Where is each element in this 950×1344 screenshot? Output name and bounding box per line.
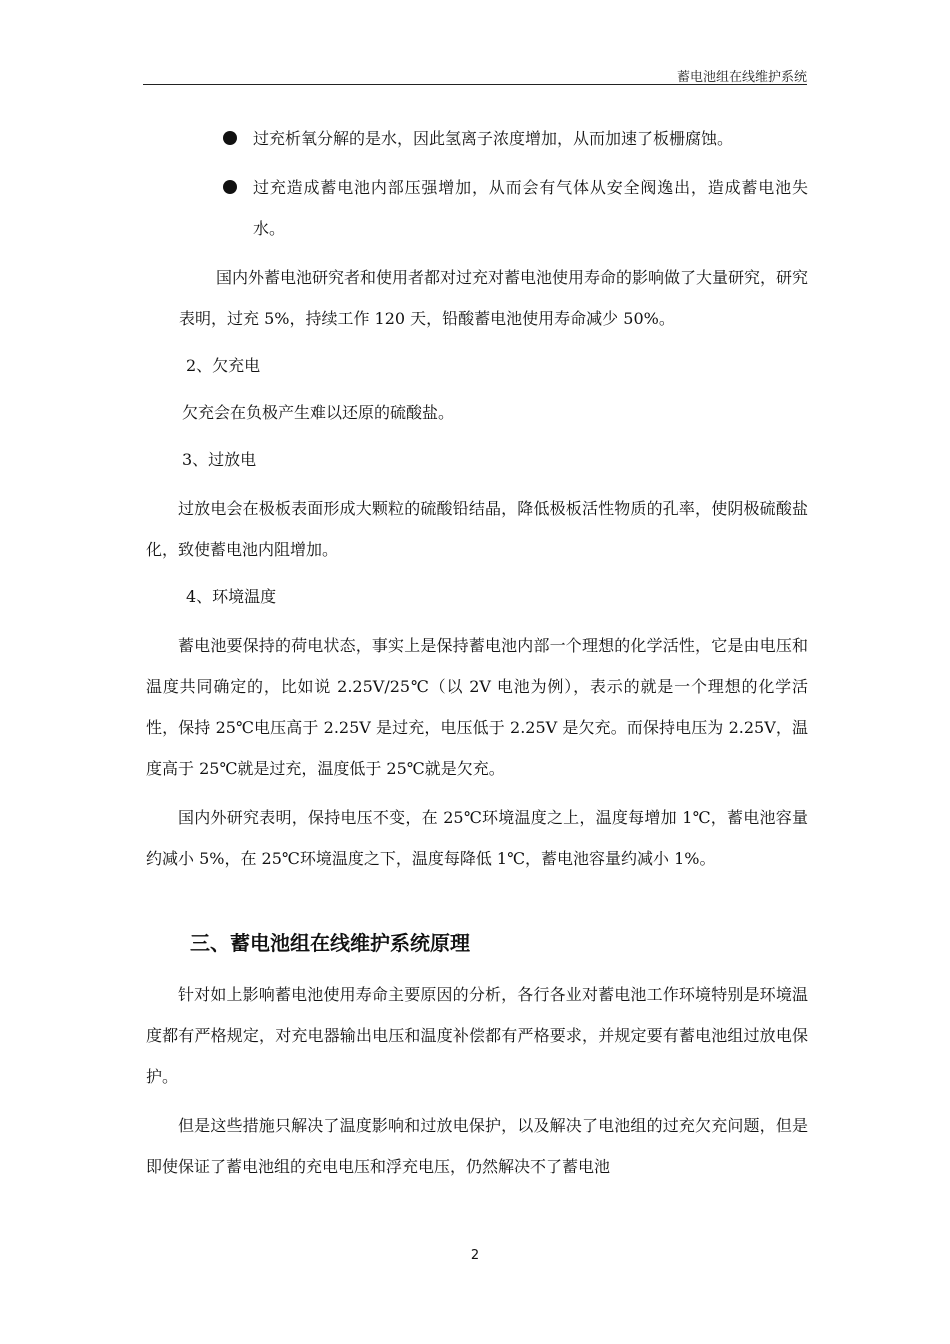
paragraph-research: 国内外蓄电池研究者和使用者都对过充对蓄电池使用寿命的影响做了大量研究，研究表明，过充 5%，持续工作 120 天，铅酸蓄电池使用寿命减少 50%。: [179, 268, 809, 328]
paragraph-overdischarge: 过放电会在极板表面形成大颗粒的硫酸铅结晶，降低极板活性物质的孔率，使阴极硫酸盐化，致使蓄电池内阻增加。: [146, 499, 808, 559]
bullet-text: 过充析氧分解的是水，因此氢离子浓度增加，从而加速了板栅腐蚀。: [253, 129, 734, 148]
paragraph-section3-a: 针对如上影响蓄电池使用寿命主要原因的分析，各行各业对蓄电池工作环境特别是环境温度都有严格规定，对充电器输出电压和温度补偿都有严格要求，并规定要有蓄电池组过放电保护。: [146, 985, 808, 1086]
paragraph-section3-b: 但是这些措施只解决了温度影响和过放电保护，以及解决了电池组的过充欠充问题，但是即使保证了蓄电池组的充电电压和浮充电压，仍然解决不了蓄电池: [146, 1116, 808, 1176]
section-heading: 三、蓄电池组在线维护系统原理: [190, 931, 470, 955]
document-body: [146, 118, 808, 1187]
header-rule: [143, 84, 807, 85]
bullet-text-content: 过充造成蓄电池内部压强增加，从而会有气体从安全阀逸出，造成蓄电池失水。: [253, 178, 808, 238]
page-number: 2: [470, 1248, 480, 1263]
subheading-temperature: 4、环境温度: [186, 587, 277, 606]
subheading-overdischarge: 3、过放电: [182, 450, 257, 469]
running-header: 蓄电池组在线维护系统: [676, 70, 807, 85]
bullet-item: [146, 118, 808, 159]
bullet-item: [146, 167, 808, 249]
bullet-icon: [223, 131, 237, 145]
paragraph-undercharge: 欠充会在负极产生难以还原的硫酸盐。: [182, 403, 455, 422]
paragraph-temperature-1: 蓄电池要保持的荷电状态，事实上是保持蓄电池内部一个理想的化学活性，它是由电压和温度共同确定的，比如说 2.25V/25℃（以 2V 电池为例），表示的就是一个理想的化学活性，保持 25℃电压高于 2.25V 是过充，电压低于 2.25V 是欠充。而保持电压为 2.25V，温度高于 25℃就是过充，温度低于 25℃就是欠充。: [146, 636, 808, 778]
bullet-text: [146, 167, 808, 249]
paragraph-temperature-2: 国内外研究表明，保持电压不变，在 25℃环境温度之上，温度每增加 1℃，蓄电池容量约减小 5%，在 25℃环境温度之下，温度每降低 1℃，蓄电池容量约减小 1%。: [146, 808, 808, 868]
subheading-undercharge: 2、欠充电: [186, 356, 261, 375]
